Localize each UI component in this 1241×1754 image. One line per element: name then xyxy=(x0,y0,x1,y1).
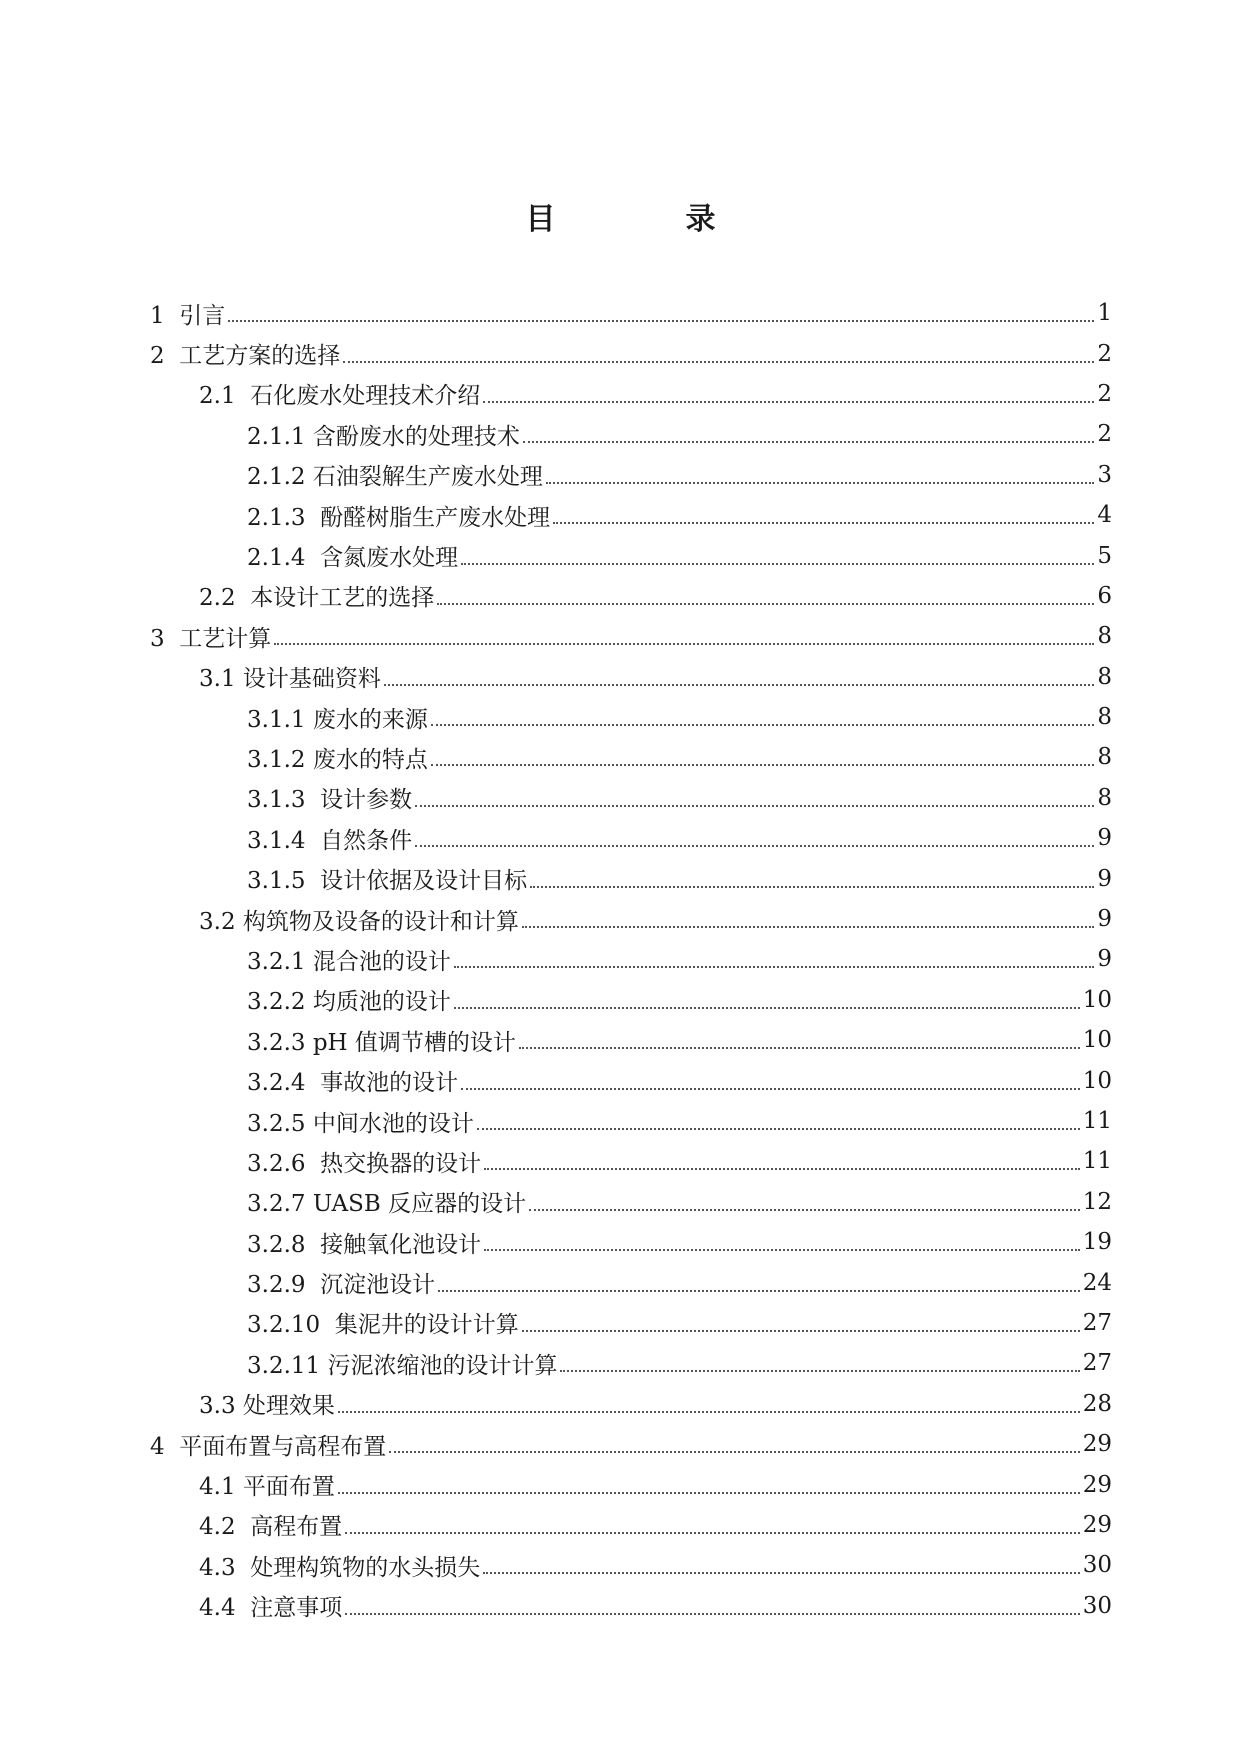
toc-dot-leader xyxy=(560,1370,1079,1372)
toc-dot-leader xyxy=(546,482,1095,484)
toc-entry-label: 2 工艺方案的选择 xyxy=(150,343,341,370)
toc-dot-leader xyxy=(415,805,1094,807)
toc-entry-page-number: 8 xyxy=(1097,744,1112,771)
toc-entry-page-number: 29 xyxy=(1082,1511,1112,1538)
toc-entry[interactable] xyxy=(0,1020,1241,1060)
toc-entry-page-number: 8 xyxy=(1097,623,1112,650)
toc-entry-label: 4.3 处理构筑物的水头损失 xyxy=(199,1554,481,1581)
toc-entry-label: 2.1 石化废水处理技术介绍 xyxy=(199,383,481,410)
toc-entry-page-number: 8 xyxy=(1097,663,1112,690)
toc-entry[interactable] xyxy=(0,1586,1241,1626)
toc-entry-label: 2.1.1 含酚废水的处理技术 xyxy=(247,423,520,450)
toc-entry[interactable] xyxy=(0,576,1241,616)
toc-entry-label: 4.4 注意事项 xyxy=(199,1595,343,1622)
toc-entry[interactable] xyxy=(0,374,1241,414)
toc-entry-label: 2.1.4 含氮废水处理 xyxy=(247,545,459,572)
toc-dot-leader xyxy=(389,1451,1079,1453)
toc-entry[interactable] xyxy=(0,616,1241,656)
toc-entry[interactable] xyxy=(0,293,1241,333)
toc-entry-label: 3.1.1 废水的来源 xyxy=(247,706,428,733)
toc-dot-leader xyxy=(522,926,1094,928)
toc-entry-page-number: 30 xyxy=(1082,1592,1112,1619)
toc-entry-label: 3.2.4 事故池的设计 xyxy=(247,1070,459,1097)
toc-entry[interactable] xyxy=(0,414,1241,454)
toc-entry-page-number: 8 xyxy=(1097,704,1112,731)
toc-entry[interactable] xyxy=(0,1505,1241,1545)
toc-entry-label: 3.2.5 中间水池的设计 xyxy=(247,1110,474,1137)
toc-entry-page-number: 5 xyxy=(1097,542,1112,569)
toc-dot-leader xyxy=(461,563,1094,565)
toc-entry-label: 2.1.2 石油裂解生产废水处理 xyxy=(247,464,543,491)
toc-entry-page-number: 11 xyxy=(1082,1148,1112,1175)
toc-entry-page-number: 2 xyxy=(1097,421,1112,448)
toc-entry-page-number: 1 xyxy=(1097,300,1112,327)
toc-dot-leader xyxy=(454,1007,1080,1009)
toc-entry-label: 3.2 构筑物及设备的设计和计算 xyxy=(199,908,519,935)
toc-entry[interactable] xyxy=(0,657,1241,697)
toc-dot-leader xyxy=(228,320,1094,322)
toc-entry-label: 3.2.6 热交换器的设计 xyxy=(247,1150,482,1177)
toc-entry-page-number: 2 xyxy=(1097,380,1112,407)
toc-dot-leader xyxy=(477,1128,1080,1130)
toc-entry[interactable] xyxy=(0,899,1241,939)
toc-dot-leader xyxy=(522,1330,1080,1332)
toc-entry[interactable] xyxy=(0,1262,1241,1302)
toc-entry-page-number: 9 xyxy=(1097,825,1112,852)
toc-entry-label: 4.2 高程布置 xyxy=(199,1514,343,1541)
toc-entry-label: 3.2.1 混合池的设计 xyxy=(247,948,451,975)
toc-entry[interactable] xyxy=(0,939,1241,979)
toc-entry-page-number: 28 xyxy=(1082,1390,1112,1417)
toc-entry[interactable] xyxy=(0,1464,1241,1504)
toc-entry-label: 3.2.10 集泥井的设计计算 xyxy=(247,1312,519,1339)
toc-entry-label: 3.1.2 废水的特点 xyxy=(247,746,428,773)
toc-dot-leader xyxy=(438,1290,1080,1292)
toc-entry[interactable] xyxy=(0,697,1241,737)
toc-entry-label: 3 工艺计算 xyxy=(150,625,272,652)
toc-entry-page-number: 24 xyxy=(1082,1269,1112,1296)
toc-entry[interactable] xyxy=(0,858,1241,898)
toc-entry-label: 3.2.2 均质池的设计 xyxy=(247,989,451,1016)
toc-entry-page-number: 29 xyxy=(1082,1471,1112,1498)
toc-entry-label: 2.2 本设计工艺的选择 xyxy=(199,585,435,612)
toc-list xyxy=(0,293,1241,1626)
toc-entry-label: 3.2.8 接触氧化池设计 xyxy=(247,1231,482,1258)
toc-entry-label: 3.1.5 设计依据及设计目标 xyxy=(247,868,528,895)
toc-dot-leader xyxy=(483,401,1094,403)
toc-entry-page-number: 8 xyxy=(1097,784,1112,811)
toc-entry-page-number: 4 xyxy=(1097,502,1112,529)
toc-entry[interactable] xyxy=(0,455,1241,495)
toc-entry[interactable] xyxy=(0,1303,1241,1343)
toc-entry-page-number: 9 xyxy=(1097,865,1112,892)
toc-dot-leader xyxy=(530,886,1094,888)
toc-entry[interactable] xyxy=(0,1141,1241,1181)
toc-dot-leader xyxy=(461,1088,1080,1090)
toc-dot-leader xyxy=(384,684,1094,686)
toc-entry-page-number: 2 xyxy=(1097,340,1112,367)
toc-dot-leader xyxy=(343,361,1094,363)
toc-dot-leader xyxy=(338,1411,1080,1413)
toc-dot-leader xyxy=(529,1209,1080,1211)
toc-title: 目 录 xyxy=(525,202,766,237)
toc-dot-leader xyxy=(519,1047,1080,1049)
toc-entry-page-number: 29 xyxy=(1082,1431,1112,1458)
toc-dot-leader xyxy=(484,1249,1080,1251)
toc-dot-leader xyxy=(483,1572,1080,1574)
toc-dot-leader xyxy=(345,1532,1080,1534)
toc-entry-page-number: 9 xyxy=(1097,906,1112,933)
toc-dot-leader xyxy=(338,1492,1080,1494)
toc-dot-leader xyxy=(431,724,1095,726)
toc-dot-leader xyxy=(345,1613,1080,1615)
toc-dot-leader xyxy=(415,845,1094,847)
toc-entry[interactable] xyxy=(0,495,1241,535)
toc-entry-label: 3.2.3 pH 值调节槽的设计 xyxy=(247,1029,516,1056)
toc-entry-label: 4 平面布置与高程布置 xyxy=(150,1433,387,1460)
toc-entry-label: 4.1 平面布置 xyxy=(199,1474,335,1501)
toc-entry-page-number: 9 xyxy=(1097,946,1112,973)
toc-entry[interactable] xyxy=(0,1424,1241,1464)
toc-dot-leader xyxy=(437,603,1094,605)
toc-entry-page-number: 10 xyxy=(1082,986,1112,1013)
toc-entry[interactable] xyxy=(0,737,1241,777)
toc-entry[interactable] xyxy=(0,333,1241,373)
toc-entry-label: 3.2.7 UASB 反应器的设计 xyxy=(247,1191,527,1218)
toc-entry-label: 3.2.9 沉淀池设计 xyxy=(247,1272,436,1299)
toc-entry-label: 3.3 处理效果 xyxy=(199,1393,335,1420)
toc-entry[interactable] xyxy=(0,1182,1241,1222)
toc-dot-leader xyxy=(454,966,1095,968)
toc-entry-label: 3.2.11 污泥浓缩池的设计计算 xyxy=(247,1352,558,1379)
toc-entry-page-number: 3 xyxy=(1097,461,1112,488)
toc-entry-page-number: 10 xyxy=(1082,1067,1112,1094)
toc-dot-leader xyxy=(274,643,1094,645)
toc-dot-leader xyxy=(553,522,1094,524)
toc-entry[interactable] xyxy=(0,818,1241,858)
toc-dot-leader xyxy=(431,764,1095,766)
toc-entry-label: 3.1.4 自然条件 xyxy=(247,827,413,854)
toc-entry[interactable] xyxy=(0,1343,1241,1383)
toc-entry-page-number: 6 xyxy=(1097,582,1112,609)
toc-entry[interactable] xyxy=(0,1101,1241,1141)
toc-entry-page-number: 12 xyxy=(1082,1188,1112,1215)
toc-entry[interactable] xyxy=(0,1060,1241,1100)
toc-entry[interactable] xyxy=(0,1222,1241,1262)
toc-entry-label: 3.1.3 设计参数 xyxy=(247,787,413,814)
toc-entry[interactable] xyxy=(0,980,1241,1020)
toc-entry-label: 1 引言 xyxy=(150,302,226,329)
toc-entry-page-number: 27 xyxy=(1082,1309,1112,1336)
toc-entry-page-number: 11 xyxy=(1082,1108,1112,1134)
toc-entry-page-number: 27 xyxy=(1082,1350,1112,1377)
toc-dot-leader xyxy=(523,441,1095,443)
toc-entry-page-number: 19 xyxy=(1082,1229,1112,1256)
toc-entry[interactable] xyxy=(0,778,1241,818)
toc-entry-label: 3.1 设计基础资料 xyxy=(199,666,381,693)
toc-entry-page-number: 10 xyxy=(1082,1027,1112,1054)
toc-entry[interactable] xyxy=(0,535,1241,575)
toc-entry[interactable] xyxy=(0,1384,1241,1424)
toc-entry-page-number: 30 xyxy=(1082,1552,1112,1579)
toc-entry-label: 2.1.3 酚醛树脂生产废水处理 xyxy=(247,504,551,531)
toc-entry[interactable] xyxy=(0,1545,1241,1585)
toc-dot-leader xyxy=(484,1168,1080,1170)
